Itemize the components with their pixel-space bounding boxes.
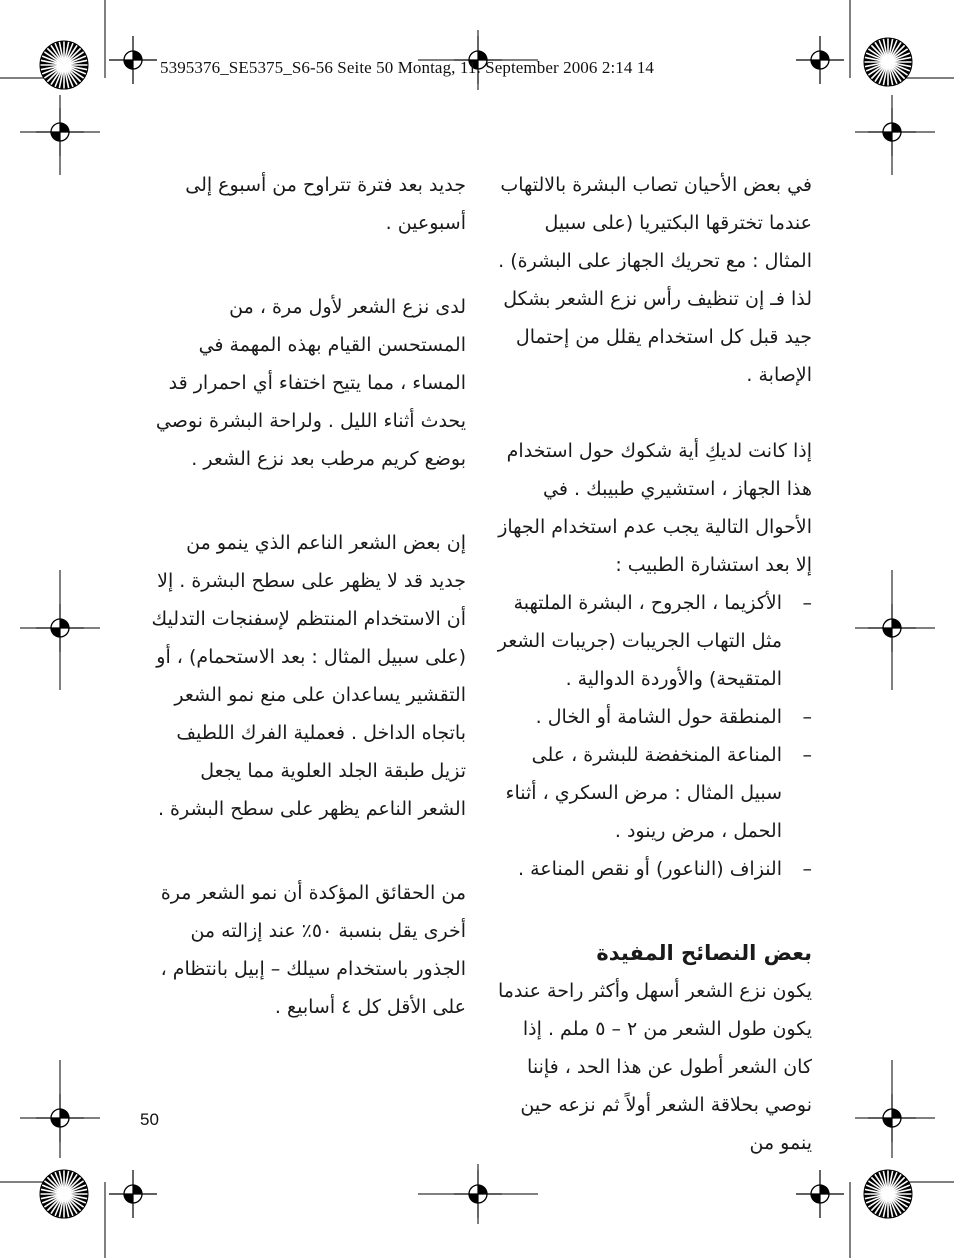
starburst-target-top-left [40,41,88,89]
registration-mark-bottom-left-a [36,1094,84,1142]
registration-mark-top-left-a [109,36,157,84]
paragraph-regrowth-time: جديد بعد فترة تتراوح من أسبوع إلى أسبوعين . [185,174,466,234]
starburst-target-bottom-right [864,1170,912,1218]
left-column [150,166,466,1026]
right-column [492,166,812,1162]
paragraph-tips: يكون نزع الشعر أسهل وأكثر راحة عندما يكون طول الشعر من ٢ – ٥ ملم . إذا كان الشعر أطول عن هذا الحد ، فإننا نوصي بحلاقة الشعر أولاً ثم نزعه حين ينمو من [497,980,812,1154]
print-header: 5395376_SE5375_S6-56 Seite 50 Montag, 11. September 2006 2:14 14 [160,58,655,77]
paragraph-first-time: لدى نزع الشعر لأول مرة ، من المستحسن القيام بهذه المهمة في المساء ، مما يتيح اختفاء أي احمرار قد يحدث أثناء الليل . ولراحة البشرة نوصي بوضع كريم مرطب بعد نزع الشعر . [155,296,466,470]
registration-mark-top-right-a [796,36,844,84]
list-item: – الأكزيما ، الجروح ، البشرة الملتهبة مثل التهاب الجريبات (جريبات الشعر المتقيحة) والأوردة الدوالية . [497,592,812,690]
paragraph-regrowth-facts: من الحقائق المؤكدة أن نمو الشعر مرة أخرى يقل بنسبة ٥٠٪ عند إزالته من الجذور باستخدام سيلك – إبيل بانتظام ، على الأقل كل ٤ أسابيع . [160,882,466,1018]
registration-mark-top-left-b [36,108,84,156]
paragraph-infection: في بعض الأحيان تصاب البشرة بالالتهاب عندما تخترقها البكتيريا (على سبيل المثال : مع تحريك الجهاز على البشرة) . لذا فـ إن تنظيف رأس نزع الشعر بشكل جيد قبل كل استخدام يقلل من إحتمال الإصابة . [498,174,812,386]
registration-mark-bottom-center [454,1170,502,1218]
contraindication-list [492,584,812,888]
registration-mark-mid-right [868,604,916,652]
list-item: – المناعة المنخفضة للبشرة ، على سبيل المثال : مرض السكري ، أثناء الحمل ، مرض رينود . [505,744,812,842]
paragraph-consult-doctor: إذا كانت لديكِ أية شكوك حول استخدام هذا الجهاز ، استشيري طبيبك . في الأحوال التالية يجب عدم استخدام الجهاز إلا بعد استشارة الطبيب : [498,440,812,576]
list-item: – النزاف (الناعور) أو نقص المناعة . [518,858,812,880]
registration-mark-bottom-right-a [868,1094,916,1142]
starburst-target-top-right [864,38,912,86]
list-item: – المنطقة حول الشامة أو الخال . [535,706,812,728]
page-number: 50 [140,1110,159,1129]
registration-mark-mid-left [36,604,84,652]
starburst-target-bottom-left [40,1170,88,1218]
registration-mark-bottom-right-b [796,1170,844,1218]
tips-heading: بعض النصائح المفيدة [596,941,812,965]
registration-mark-top-right-b [868,108,916,156]
registration-mark-bottom-left-b [109,1170,157,1218]
paragraph-ingrown-hair: إن بعض الشعر الناعم الذي ينمو من جديد قد لا يظهر على سطح البشرة . إلا أن الاستخدام المنتظم لإسفنجات التدليك (على سبيل المثال : بعد الاستحمام) ، أو التقشير يساعدان على منع نمو الشعر باتجاه الداخل . فعملية الفرك اللطيف تزيل طبقة الجلد العلوية مما يجعل الشعر الناعم يظهر على سطح البشرة . [151,532,466,820]
